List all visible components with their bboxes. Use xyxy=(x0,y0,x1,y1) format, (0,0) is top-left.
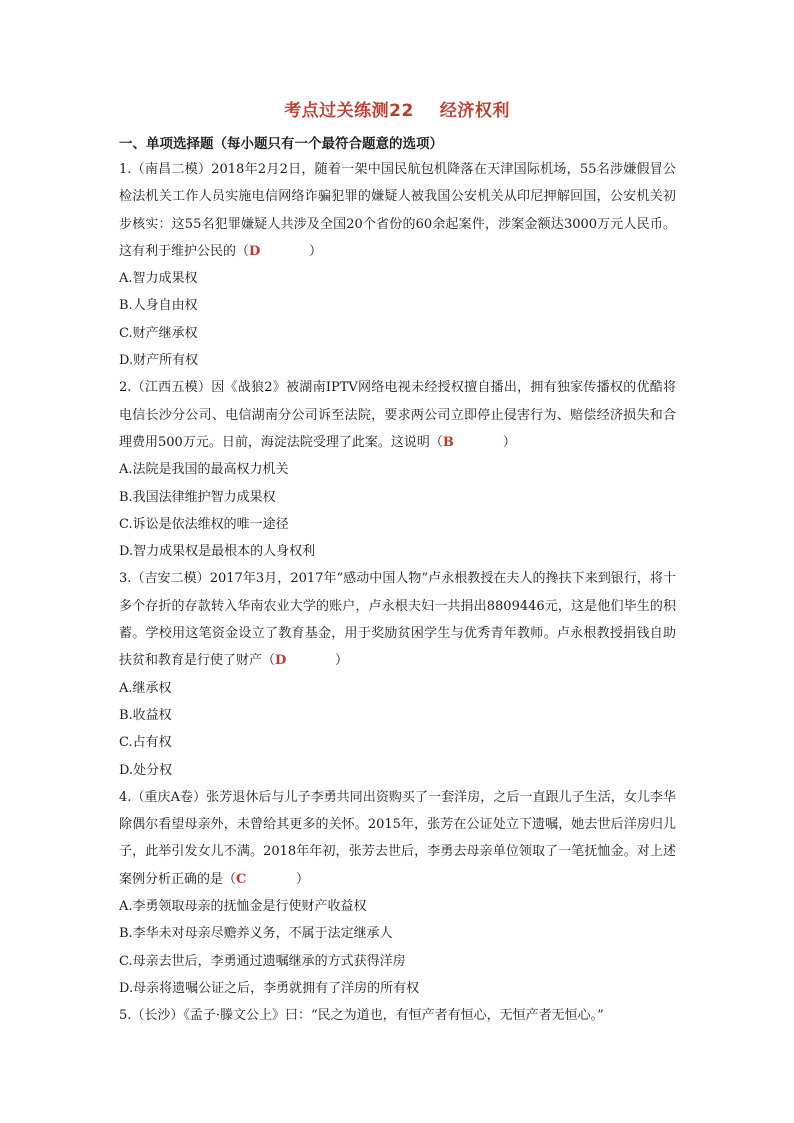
option-c: C.占有权 xyxy=(119,735,172,751)
title-sub: 经济权利 xyxy=(439,101,510,121)
question-stem: 1.（南昌二模）2018年2月2日，随着一架中国民航包机降落在天津国际机场，55名涉嫌假冒公检法机关工作人员实施电信网络诈骗犯罪的嫌疑人被我国公安机关从印尼押解回国，公安机关初步核实：这55名犯罪嫌疑人共涉及全国20个省份的60余起案件，涉案金额达3000万元人民币。这有利于维护公民的（D ） xyxy=(119,156,676,265)
question-1 xyxy=(119,156,676,374)
option-c: C.诉讼是依法维权的唯一途径 xyxy=(119,516,289,532)
option-a: A.法院是我国的最高权力机关 xyxy=(119,462,289,478)
option-b: B.我国法律维护智力成果权 xyxy=(119,489,276,505)
question-5 xyxy=(119,1002,676,1029)
option-c: C.财产继承权 xyxy=(119,325,198,341)
question-4 xyxy=(119,784,676,1002)
answer-mark: B xyxy=(442,434,454,450)
section-heading: 一、单项选择题（每小题只有一个最符合题意的选项） xyxy=(119,136,443,152)
question-2 xyxy=(119,374,676,565)
option-a: A.继承权 xyxy=(119,680,172,696)
option-b: B.收益权 xyxy=(119,707,172,723)
option-a: A.李勇领取母亲的抚恤金是行使财产收益权 xyxy=(119,899,367,915)
option-d: D.处分权 xyxy=(119,762,173,778)
page-title xyxy=(0,96,794,121)
question-3 xyxy=(119,565,676,783)
option-a: A.智力成果权 xyxy=(119,271,198,287)
answer-mark: D xyxy=(275,653,287,669)
option-c: C.母亲去世后，李勇通过遗嘱继承的方式获得洋房 xyxy=(119,953,406,969)
question-stem: 4.（重庆A卷）张芳退休后与儿子李勇共同出资购买了一套洋房，之后一直跟儿子生活，女儿李华除偶尔看望母亲外，未曾给其更多的关怀。2015年，张芳在公证处立下遗嘱，她去世后洋房归儿子，此举引发女儿不满。2018年年初，张芳去世后，李勇去母亲单位领取了一笔抚恤金。对上述案例分析正确的是（C ） xyxy=(119,784,676,893)
question-list xyxy=(119,156,676,1030)
question-stem: 2.（江西五模）因《战狼2》被湖南IPTV网络电视未经授权擅自播出，拥有独家传播权的优酷将电信长沙分公司、电信湖南分公司诉至法院，要求两公司立即停止侵害行为、赔偿经济损失和合理费用500万元。日前，海淀法院受理了此案。这说明（B ） xyxy=(119,374,676,456)
question-stem: 3.（吉安二模）2017年3月，2017年“感动中国人物”卢永根教授在夫人的搀扶下来到银行，将十多个存折的存款转入华南农业大学的账户，卢永根夫妇一共捐出8809446元，这是他们毕生的积蓄。学校用这笔资金设立了教育基金，用于奖励贫困学生与优秀青年教师。卢永根教授捐钱自助扶贫和教育是行使了财产（D ） xyxy=(119,565,676,674)
answer-mark: C xyxy=(236,871,247,887)
option-b: B.李华未对母亲尽赡养义务，不属于法定继承人 xyxy=(119,926,393,942)
option-d: D.母亲将遗嘱公证之后，李勇就拥有了洋房的所有权 xyxy=(119,980,420,996)
option-d: D.智力成果权是最根本的人身权利 xyxy=(119,544,316,560)
question-stem: 5.（长沙）《孟子·滕文公上》曰：“民之为道也，有恒产者有恒心，无恒产者无恒心。” xyxy=(119,1008,604,1024)
title-main: 考点过关练测22 xyxy=(284,101,414,121)
option-b: B.人身自由权 xyxy=(119,298,198,314)
option-d: D.财产所有权 xyxy=(119,353,199,369)
answer-mark: D xyxy=(249,243,261,259)
